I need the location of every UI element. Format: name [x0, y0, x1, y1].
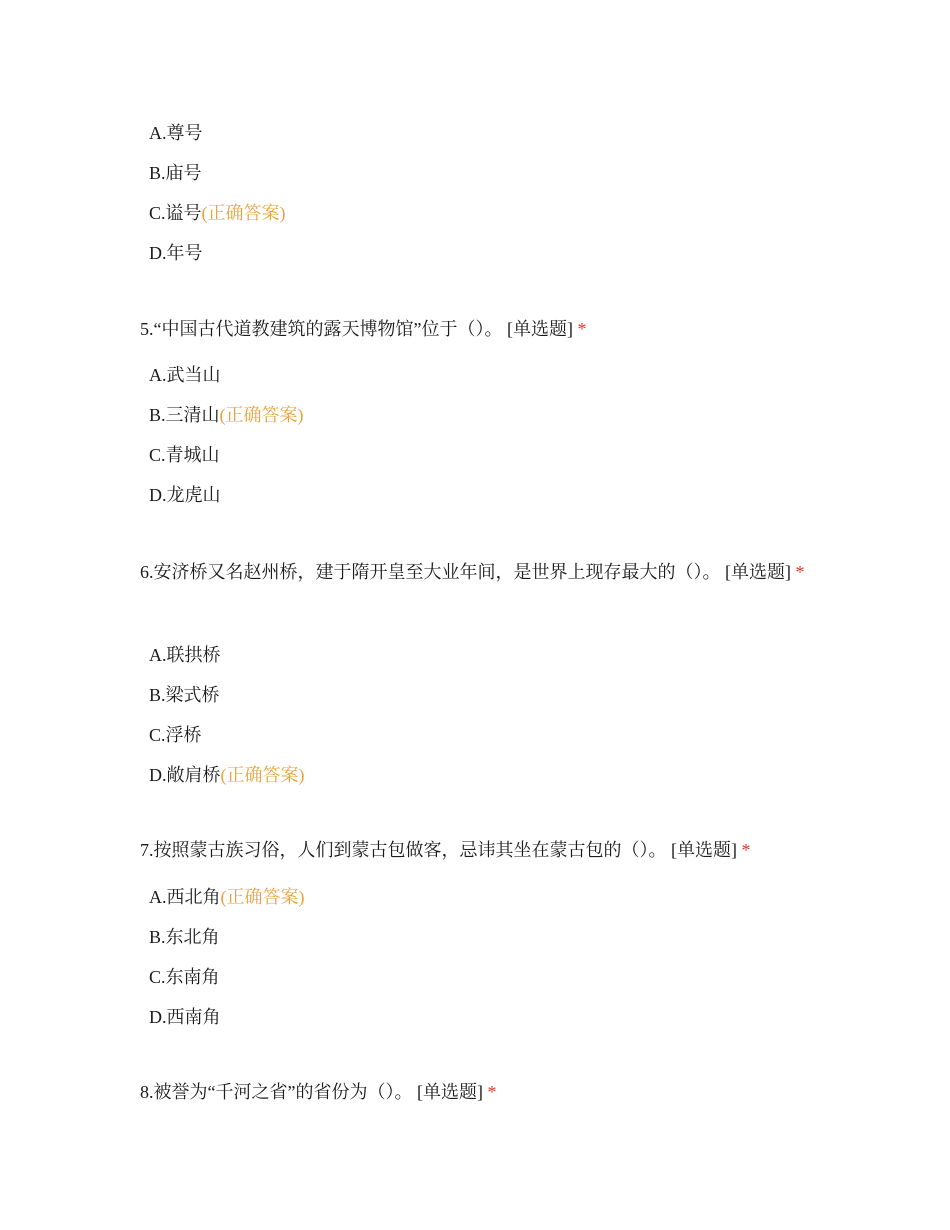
- q6-option-b: B.梁式桥: [149, 685, 220, 705]
- correct-answer-tag: (正确答案): [220, 765, 305, 785]
- q5-option-d: D.龙虎山: [149, 485, 221, 505]
- q5-option-c: C.青城山: [149, 445, 220, 465]
- correct-answer-tag: (正确答案): [220, 887, 305, 907]
- q4-option-a: A.尊号: [149, 123, 203, 143]
- question-7-title: 7.按照蒙古族习俗，人们到蒙古包做客，忌讳其坐在蒙古包的（）。 [单选题] *: [140, 840, 751, 860]
- q4-option-c: C.谥号(正确答案): [149, 203, 286, 223]
- q6-option-d: D.敞肩桥(正确答案): [149, 765, 305, 785]
- q5-option-a: A.武当山: [149, 365, 221, 385]
- q6-options: [149, 635, 789, 795]
- question-6-title: 6.安济桥又名赵州桥，建于隋开皇至大业年间，是世界上现存最大的（）。 [单选题] *: [140, 562, 805, 582]
- q5-option-b: B.三清山(正确答案): [149, 405, 304, 425]
- q5-options: [149, 355, 789, 515]
- q6-option-c: C.浮桥: [149, 725, 202, 745]
- required-marker: *: [795, 562, 805, 582]
- q4-option-d: D.年号: [149, 243, 203, 263]
- q4-option-b: B.庙号: [149, 163, 202, 183]
- correct-answer-tag: (正确答案): [219, 405, 304, 425]
- required-marker: *: [741, 840, 751, 860]
- required-marker: *: [487, 1082, 497, 1102]
- question-8-title: 8.被誉为“千河之省”的省份为（）。 [单选题] *: [140, 1082, 497, 1102]
- q4-options: [149, 113, 789, 273]
- required-marker: *: [577, 319, 587, 339]
- q7-option-a: A.西北角(正确答案): [149, 887, 305, 907]
- q6-option-a: A.联拱桥: [149, 645, 221, 665]
- q7-option-d: D.西南角: [149, 1007, 221, 1027]
- q7-option-b: B.东北角: [149, 927, 220, 947]
- q7-option-c: C.东南角: [149, 967, 220, 987]
- correct-answer-tag: (正确答案): [201, 203, 286, 223]
- question-5-title: 5.“中国古代道教建筑的露天博物馆”位于（）。 [单选题] *: [140, 319, 587, 339]
- q7-options: [149, 877, 789, 1037]
